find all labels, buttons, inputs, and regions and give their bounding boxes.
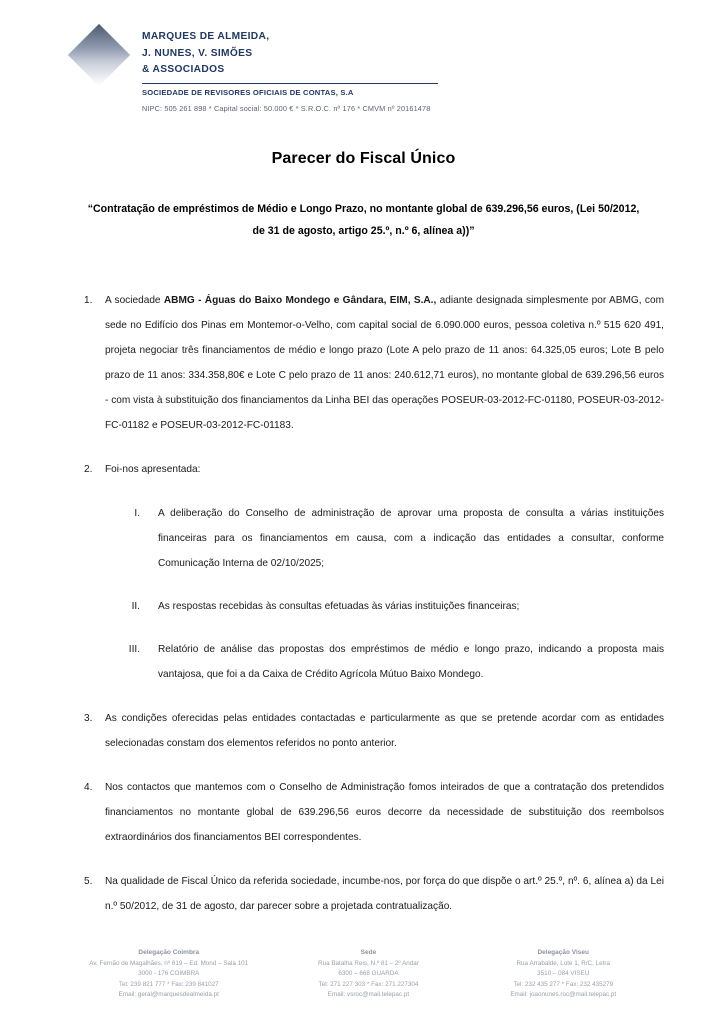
sub-list-item-text: Relatório de análise das propostas dos empréstimos de médio e longo prazo, indicando a proposta mais vantajosa, que foi a da Caixa de Crédito Agrícola Mútuo Baixo Mondego.	[158, 644, 664, 680]
footer-office-title: Delegação Viseu	[537, 949, 589, 956]
roman-sub-list	[84, 501, 664, 687]
list-item-marker: 2.	[84, 464, 93, 475]
sub-list-item-text: A deliberação do Conselho de administração de aprovar uma proposta de consulta a várias instituições financeiras para os financiamentos em causa, com a indicação das entidades a consultar, conforme Comunicação Interna de 02/10/2025;	[158, 508, 664, 569]
list-item-text: Foi-nos apresentada:	[105, 464, 201, 475]
sub-list-item-marker: I.	[134, 508, 140, 519]
list-item-3	[84, 706, 664, 756]
list-item-text: Nos contactos que mantemos com o Conselho de Administração fomos inteirados de que a contratação dos pretendidos financiamentos no montante global de 639.296,56 euros decorre da necessidade de substituição dos reembolsos extraordinários dos financiamentos BEI correspondentes.	[105, 782, 664, 843]
footer-address-line-2: 3000 - 176 COIMBRA	[138, 970, 200, 978]
list-item-4	[84, 775, 664, 850]
list-item-text-rest: adiante designada simplesmente por ABMG, com sede no Edifício dos Pinas em Montemor-o-Velho, com capital social de 6.090.000 euros, pessoa coletiva n.º 515 620 491, projeta negociar três financiamentos de médio e longo prazo (Lote A pelo prazo de 11 anos: 64.325,05 euros; Lote B pelo prazo de 11 anos: 334.358,80€ e Lote C pelo prazo de 11 anos: 240.612,71 euros), no montante global de 639.296,56 euros - com vista à substituição dos financiamentos da Linha BEI das operações POSEUR-03-2012-FC-01180, POSEUR-03-2012-FC-01182 e POSEUR-03-2012-FC-01183.	[105, 295, 664, 431]
footer-office-sede	[279, 948, 457, 1000]
document-subtitle	[63, 198, 664, 242]
company-name-bold: ABMG - Águas do Baixo Mondego e Gândara, EIM, S.A.,	[163, 295, 437, 306]
footer-email-line[interactable]: Email: vsroc@mail.telepac.pt	[327, 990, 410, 998]
footer-email-line[interactable]: Email: joaonunes.roc@mail.telepac.pt	[510, 990, 617, 998]
document-body	[84, 288, 664, 938]
header-divider	[142, 83, 438, 84]
document-subtitle-line-2: de 31 de agosto, artigo 25.º, n.º 6, alínea a))”	[252, 225, 475, 237]
firm-registration-info: NIPC: 505 261 898 * Capital social: 50.000 € * S.R.O.C. nº 176 * CMVM nº 20161478	[142, 103, 431, 113]
footer-address-line-2: 6300 – 668 GUARDA	[338, 970, 399, 978]
footer-email-line[interactable]: Email: geral@marquesdealmeida.pt	[118, 990, 219, 998]
sub-list-item-text: As respostas recebidas às consultas efetuadas às várias instituições financeiras;	[158, 601, 520, 612]
page-title: Parecer do Fiscal Único	[271, 150, 456, 167]
footer-office-title: Delegação Coimbra	[138, 949, 200, 956]
letterhead	[0, 0, 727, 132]
footer-office-title: Sede	[360, 949, 377, 956]
list-item-marker: 1.	[84, 295, 93, 306]
footer-office-coimbra	[58, 948, 279, 1000]
diamond-logo-icon	[68, 24, 130, 86]
document-subtitle-line-1: “Contratação de empréstimos de Médio e Longo Prazo, no montante global de 639.296,56 euros, (Lei 50/2012,	[87, 203, 640, 215]
firm-subtitle: SOCIEDADE DE REVISORES OFICIAIS DE CONTAS, S.A	[142, 87, 354, 97]
firm-name-line-2: J. NUNES, V. SIMÕES	[142, 47, 253, 59]
footer-phone-line: Tel: 232 435 277 * Fax: 232 435279	[513, 980, 614, 988]
list-item-text: As condições oferecidas pelas entidades contactadas e particularmente as que se pretende acordar com as entidades selecionadas constam dos elementos referidos no ponto anterior.	[105, 713, 664, 749]
page-footer	[0, 948, 727, 1000]
sub-list-item-ii	[84, 594, 664, 619]
sub-list-item-i	[84, 501, 664, 576]
sub-list-item-iii	[84, 637, 664, 687]
footer-address-line-2: 3510 – 084 VISEU	[537, 970, 590, 978]
footer-address-line-1: Rua Arrabalde, Lote 1, R/C, Letra	[516, 960, 610, 968]
footer-office-viseu	[457, 948, 669, 1000]
footer-address-line-1: Rua Batalha Reis, N.º 81 – 2º Andar	[318, 960, 419, 968]
firm-name-line-3: & ASSOCIADOS	[142, 64, 225, 75]
list-item-text-lead: A sociedade	[105, 295, 164, 306]
footer-phone-line: Tel: 239 821 777 * Fax: 239 841027	[118, 980, 219, 988]
list-item-text: Na qualidade de Fiscal Único da referida sociedade, incumbe-nos, por força do que dispõe o art.º 25.º, nº. 6, alínea a) da Lei n.º 50/2012, de 31 de agosto, dar parecer sobre a projetada contratualização.	[105, 876, 664, 912]
list-item-marker: 3.	[84, 713, 93, 724]
list-item-1	[84, 288, 664, 438]
sub-list-item-marker: II.	[131, 601, 140, 612]
firm-name-line-1: MARQUES DE ALMEIDA,	[142, 31, 270, 42]
sub-list-item-marker: III.	[128, 644, 140, 655]
footer-address-line-1: Av. Fernão de Magalhães, nº 619 – Ed. Mond – Sala 101	[89, 960, 249, 968]
list-item-5	[84, 869, 664, 919]
footer-phone-line: Tel: 271 227 303 * Fax: 271 227304	[318, 980, 419, 988]
list-item-marker: 4.	[84, 782, 93, 793]
list-item-2	[84, 457, 664, 482]
list-item-marker: 5.	[84, 876, 93, 887]
firm-identity-block	[142, 29, 542, 113]
